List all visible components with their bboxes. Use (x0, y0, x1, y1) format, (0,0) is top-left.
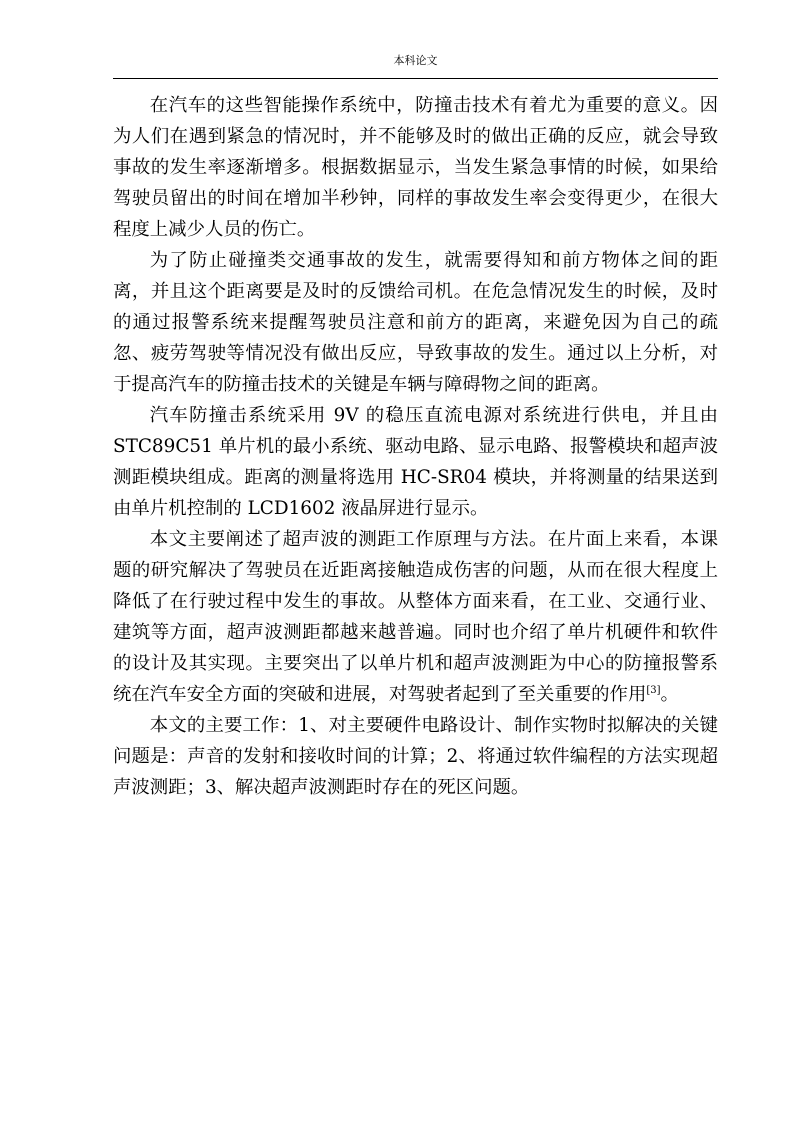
header-title: 本科论文 (393, 54, 438, 67)
paragraph-2: 为了防止碰撞类交通事故的发生，就需要得知和前方物体之间的距离，并且这个距离要是及时的反馈给司机。在危急情况发生的时候，及时的通过报警系统来提醒驾驶员注意和前方的距离，来避免因为自己的疏忽、疲劳驾驶等情况没有做出反应，导致事故的发生。通过以上分析，对于提高汽车的防撞击技术的关键是车辆与障碍物之间的距离。 (113, 250, 718, 395)
paragraph-5: 本文的主要工作：1、对主要硬件电路设计、制作实物时拟解决的关键问题是：声音的发射和接收时间的计算；2、将通过软件编程的方法实现超声波测距；3、解决超声波测距时存在的死区问题。 (113, 715, 718, 798)
citation-marker[interactable]: [3] (646, 684, 661, 696)
page-header (113, 52, 718, 79)
paragraph-4-tail: 。 (660, 684, 679, 705)
document-body (113, 90, 718, 803)
paragraph-1: 在汽车的这些智能操作系统中，防撞击技术有着尤为重要的意义。因为人们在遇到紧急的情况时，并不能够及时的做出正确的反应，就会导致事故的发生率逐渐增多。根据数据显示，当发生紧急事情的时候，如果给驾驶员留出的时间在增加半秒钟，同样的事故发生率会变得更少，在很大程度上减少人员的伤亡。 (113, 95, 718, 240)
paragraph-4-text: 本文主要阐述了超声波的测距工作原理与方法。在片面上来看，本课题的研究解决了驾驶员在近距离接触造成伤害的问题，从而在很大程度上降低了在行驶过程中发生的事故。从整体方面来看，在工业、交通行业、建筑等方面，超声波测距都越来越普遍。同时也介绍了单片机硬件和软件的设计及其实现。主要突出了以单片机和超声波测距为中心的防撞报警系统在汽车安全方面的突破和进展，对驾驶者起到了至关重要的作用 (113, 529, 718, 705)
paragraph-4 (113, 524, 718, 710)
paragraph-3: 汽车防撞击系统采用 9V 的稳压直流电源对系统进行供电，并且由 STC89C51 单片机的最小系统、驱动电路、显示电路、报警模块和超声波测距模块组成。距离的测量将选用 HC-SR04 模块，并将测量的结果送到由单片机控制的 LCD1602 液晶屏进行显示。 (113, 405, 718, 519)
